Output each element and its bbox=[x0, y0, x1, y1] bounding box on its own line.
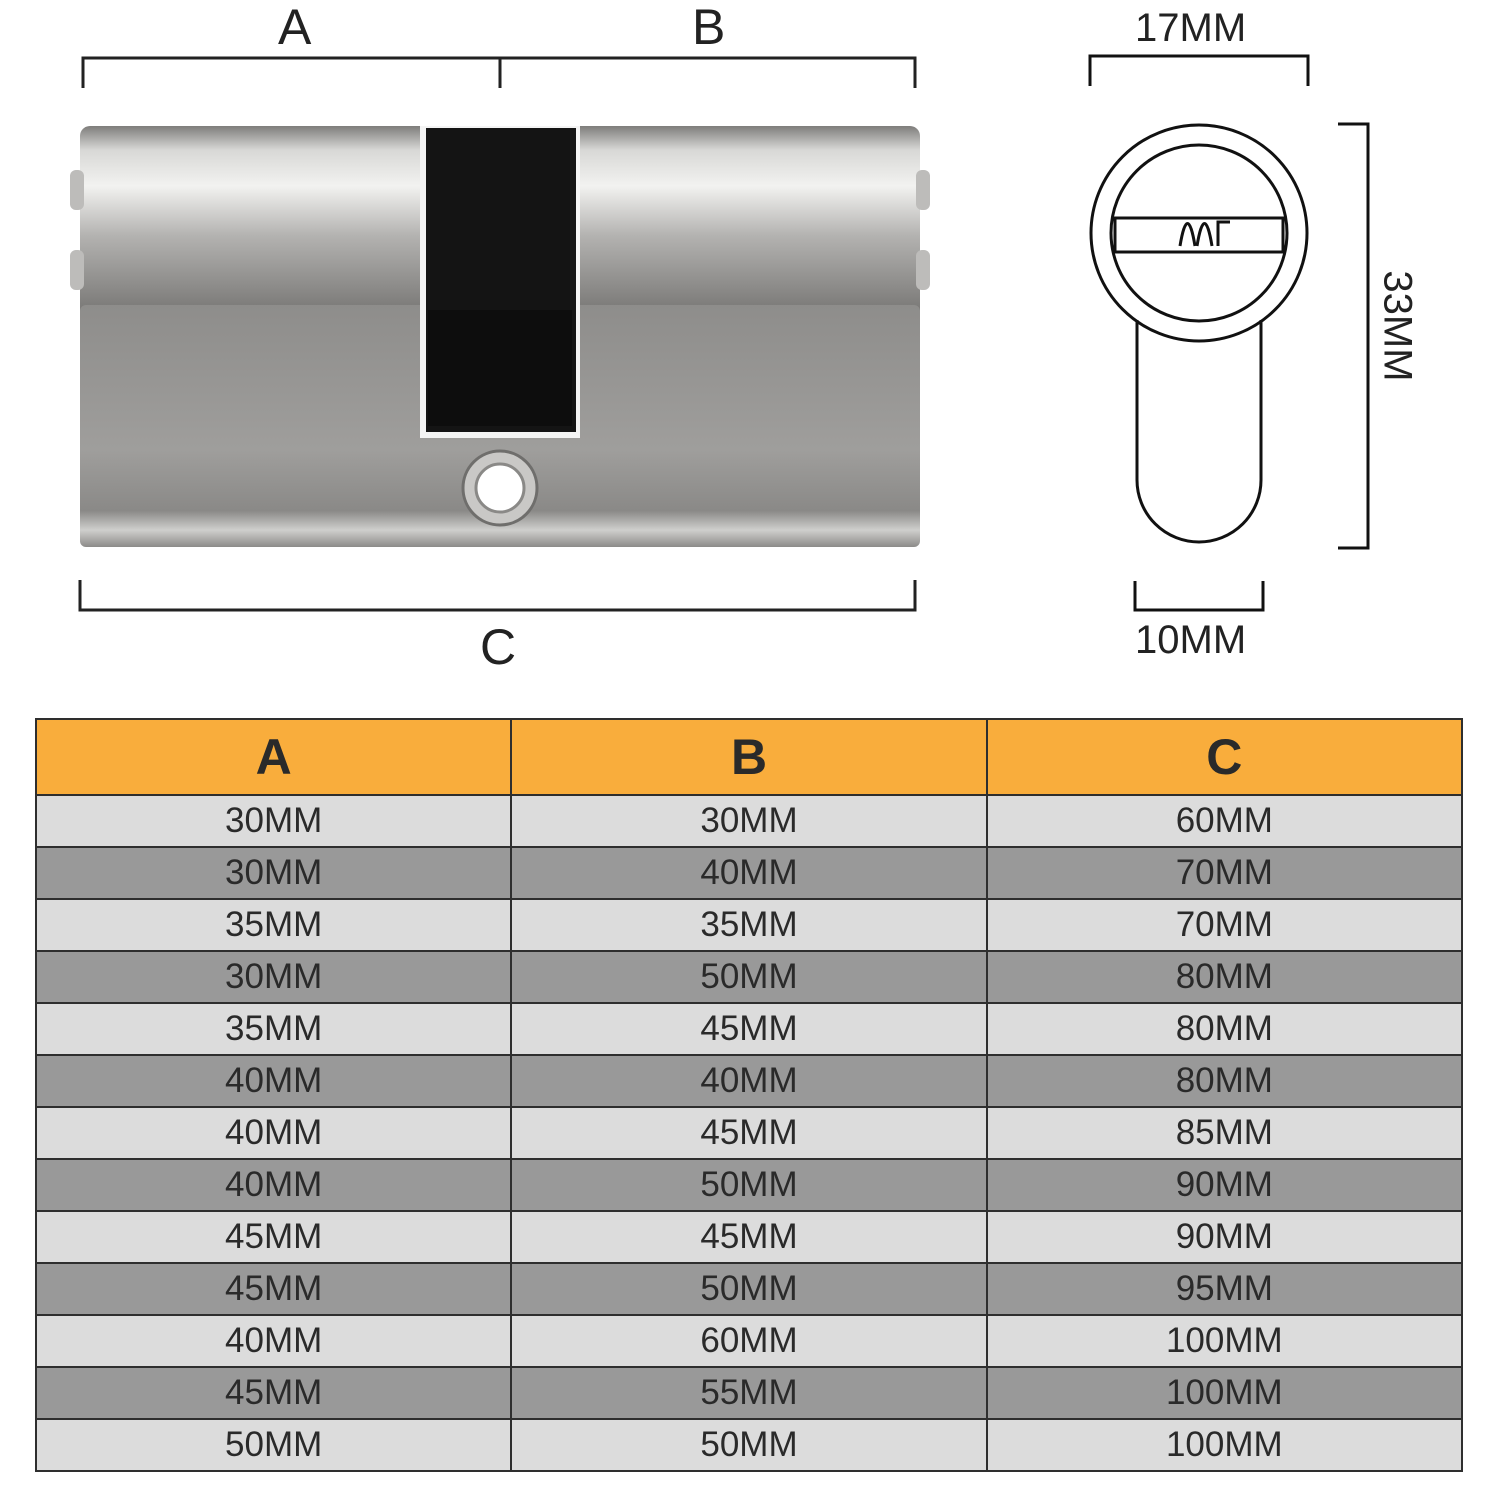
table-row bbox=[36, 951, 1462, 1003]
cell-b: 50MM bbox=[511, 1263, 986, 1315]
cell-c: 70MM bbox=[987, 899, 1462, 951]
lock-cylinder-diagram bbox=[0, 0, 1500, 700]
cell-c: 100MM bbox=[987, 1419, 1462, 1471]
cell-c: 100MM bbox=[987, 1315, 1462, 1367]
table-header-row bbox=[36, 719, 1462, 795]
table-row bbox=[36, 1367, 1462, 1419]
table-row bbox=[36, 1107, 1462, 1159]
cell-c: 95MM bbox=[987, 1263, 1462, 1315]
table-row bbox=[36, 795, 1462, 847]
cell-a: 30MM bbox=[36, 951, 511, 1003]
cell-b: 50MM bbox=[511, 1419, 986, 1471]
label-10mm: 10MM bbox=[1135, 618, 1247, 662]
cell-b: 55MM bbox=[511, 1367, 986, 1419]
table-row bbox=[36, 1211, 1462, 1263]
cell-b: 45MM bbox=[511, 1107, 986, 1159]
cell-c: 100MM bbox=[987, 1367, 1462, 1419]
table-row bbox=[36, 1263, 1462, 1315]
cell-a: 45MM bbox=[36, 1211, 511, 1263]
table-row bbox=[36, 1419, 1462, 1471]
table-row bbox=[36, 1315, 1462, 1367]
diagram-drawing bbox=[0, 0, 1500, 700]
label-b: B bbox=[692, 0, 726, 55]
cell-c: 70MM bbox=[987, 847, 1462, 899]
table-row bbox=[36, 1003, 1462, 1055]
cell-b: 40MM bbox=[511, 847, 986, 899]
cell-a: 45MM bbox=[36, 1367, 511, 1419]
ab-dimension-bracket bbox=[83, 58, 915, 88]
label-c: C bbox=[480, 619, 517, 675]
cell-c: 85MM bbox=[987, 1107, 1462, 1159]
table-row bbox=[36, 847, 1462, 899]
label-33mm: 33MM bbox=[1375, 270, 1420, 382]
cell-b: 35MM bbox=[511, 899, 986, 951]
cell-b: 45MM bbox=[511, 1211, 986, 1263]
cell-b: 45MM bbox=[511, 1003, 986, 1055]
cell-a: 40MM bbox=[36, 1055, 511, 1107]
cell-a: 30MM bbox=[36, 847, 511, 899]
cell-a: 50MM bbox=[36, 1419, 511, 1471]
cell-c: 90MM bbox=[987, 1211, 1462, 1263]
cell-a: 45MM bbox=[36, 1263, 511, 1315]
cell-c: 80MM bbox=[987, 951, 1462, 1003]
cell-c: 80MM bbox=[987, 1003, 1462, 1055]
cell-a: 35MM bbox=[36, 899, 511, 951]
size-table bbox=[35, 718, 1463, 1472]
cell-b: 30MM bbox=[511, 795, 986, 847]
cell-b: 50MM bbox=[511, 951, 986, 1003]
cell-a: 40MM bbox=[36, 1315, 511, 1367]
table-row bbox=[36, 1055, 1462, 1107]
cell-b: 50MM bbox=[511, 1159, 986, 1211]
table-row bbox=[36, 1159, 1462, 1211]
cell-c: 80MM bbox=[987, 1055, 1462, 1107]
header-c: C bbox=[987, 719, 1462, 795]
cell-b: 60MM bbox=[511, 1315, 986, 1367]
cell-c: 90MM bbox=[987, 1159, 1462, 1211]
cell-a: 35MM bbox=[36, 1003, 511, 1055]
cell-b: 40MM bbox=[511, 1055, 986, 1107]
table-row bbox=[36, 899, 1462, 951]
cell-a: 40MM bbox=[36, 1159, 511, 1211]
cell-a: 40MM bbox=[36, 1107, 511, 1159]
header-a: A bbox=[36, 719, 511, 795]
c-dimension-bracket bbox=[80, 580, 915, 610]
side-view-profile bbox=[1090, 56, 1368, 610]
cell-c: 60MM bbox=[987, 795, 1462, 847]
screw-hole bbox=[463, 451, 537, 525]
label-17mm: 17MM bbox=[1135, 6, 1247, 50]
cell-a: 30MM bbox=[36, 795, 511, 847]
header-b: B bbox=[511, 719, 986, 795]
cam bbox=[420, 126, 580, 438]
label-a: A bbox=[278, 0, 312, 55]
